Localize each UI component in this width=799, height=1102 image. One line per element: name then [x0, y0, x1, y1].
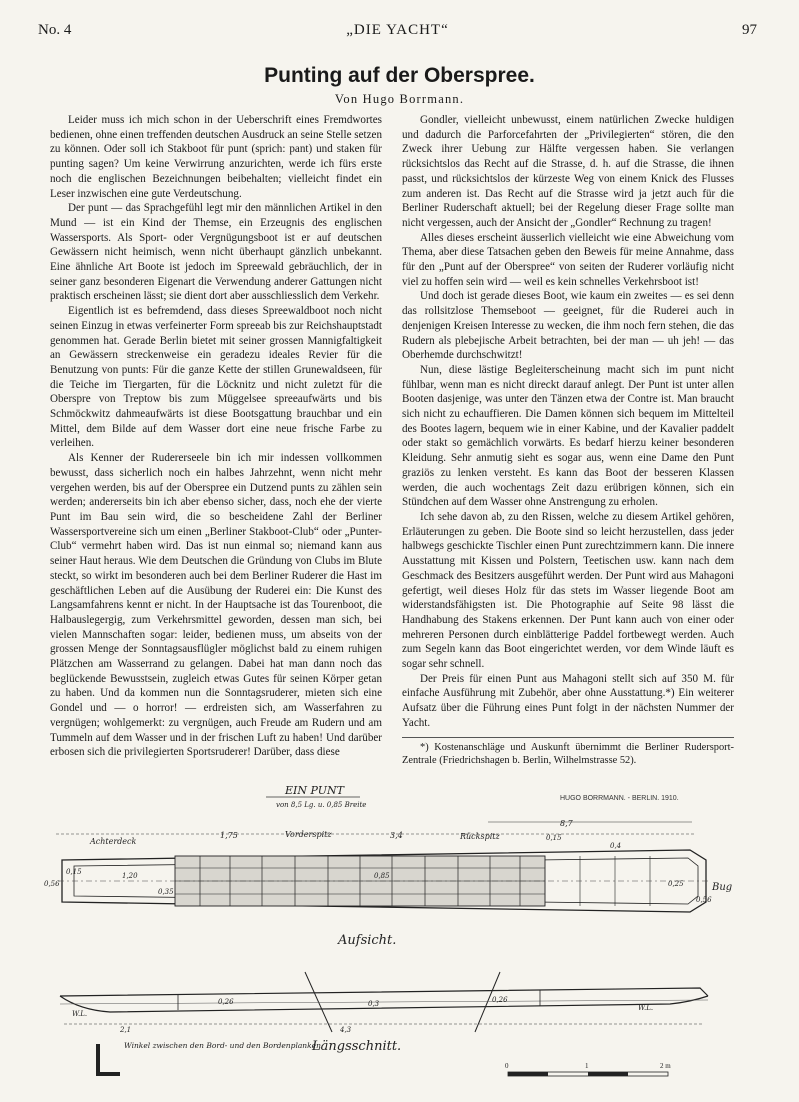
- dim-0-15a: 0,15: [66, 868, 82, 876]
- paragraph: Leider muss ich mich schon in der Ueberschrift eines Fremdwortes bedienen, ohne einen treffenden deutschen Ausdruck an seine Stelle setzen zu können. Oder soll ich Stakboot für punt (sprich: pant) und staken für punting sagen? Um keine Verwirrung anzurichten, werde ich fürs erste noch die englischen Bezeichnungen beibehalten; vielleicht findet ein Leser inzwischen eine gute Verdeutschung.: [50, 114, 382, 200]
- label-rueckspitz: Rückspitz: [460, 832, 500, 841]
- label-vorderspitz: Vorderspitz: [285, 830, 332, 839]
- dim-1-20: 1,20: [122, 872, 138, 880]
- page-header: [38, 22, 757, 44]
- label-aufsicht: Aufsicht.: [338, 933, 397, 948]
- dim-0-56a: 0,56: [44, 880, 60, 888]
- hull-gunwale: [60, 988, 708, 996]
- dim-4-3: 4,3: [340, 1026, 352, 1034]
- label-wl-right: W.L.: [638, 1004, 654, 1012]
- scale-segment: [588, 1072, 628, 1076]
- waterline: [60, 1000, 708, 1004]
- drawing-credit: HUGO BORRMANN. - BERLIN. 1910.: [560, 795, 679, 802]
- label-achterdeck: Achterdeck: [90, 837, 137, 846]
- article-byline: Von Hugo Borrmann.: [334, 92, 465, 106]
- paragraph: Als Kenner der Rudererseele bin ich mir indessen vollkommen bewusst, dass sicherlich noch ein halbes Jahrzehnt, wenn nicht mehr vergehen werden, bis auf der Oberspree ein Dutzend punts zu zählen sein werden; andererseits bin ich aber ebenso sicher, dass, noch ehe der vierte Punt im Bau sein wird, die so bescheidene Zahl der Berliner Wassersportvereine sich um einen „Berliner Stakboot-Club“ oder „Punter-Club“ vermehrt haben wird. Das ist nun einmal so; niemand kann aus seiner Haut heraus. Wie dem Deutschen die Gründung von Clubs im Blute steckt, so wirkt im besonderen auch bei dem Berliner Ruderer die Hast im geschäftlichen Leben auf die Ausübung der Ruderei ein: Die Kunst des Langsamfahrens kennt er nicht. In der Hauptsache ist das Tourenboot, die Halbauslegergig, zum Verkehrsmittel geworden, dessen man sich, bei vielen Mannschaften sogar: leider, bedienen muss, um abseits von der grossen Menge der Sonntagsausflügler möglichst bald zu einem ruhigen Plätzchen am Wasserrand zu gelangen. Dabei hat man dann noch das beglückende Bewusstsein, zugleich etwas Gutes für seinen Körper getan zu haben. Und da kommen nun die Sonntagsruderer, mieten sich eine Gondel und — o horror! — erdreisten sich, am Wasserfahren zu vergnügen; wohlgemerkt: zu vergnügen, auch Freude am Rudern und am Tummeln auf dem Wasser und in der frischen Luft zu haben! Und darüber erbosen sich die privilegierten Sportsruderer! Darüber, dass diese: [50, 452, 382, 759]
- journal-name: „DIE YACHT“: [346, 22, 449, 38]
- hull-bottom: [60, 996, 708, 1012]
- paragraph: Der punt — das Sprachgefühl legt mir den männlichen Artikel in den Mund — ist ein Kind der Themse, ein Erzeugnis des englischen Wassersports. Als Sport- oder Vergnügungsboot ist er auf deutschen Gewässern nicht heimisch, wenn nicht überhaupt gänzlich unbekannt. Eine ähnliche Art Boote ist jedoch im Spreewald gebräuchlich, der in seiner ganz besonderen Eigenart die Verwendung anderer Gattungen nicht praktisch erscheinen lässt; sie dient dort aber ausschliesslich dem Verkehr.: [50, 202, 382, 303]
- angle-detail: [98, 1041, 321, 1074]
- drawing-title: EIN PUNT: [285, 784, 344, 797]
- dim-total: 8,7: [560, 819, 573, 828]
- dim-0-85: 0,85: [374, 872, 390, 880]
- label-wl-left: W.L.: [72, 1010, 88, 1018]
- page-number: 97: [742, 22, 757, 38]
- scale-segment: [508, 1072, 548, 1076]
- dim-0-4: 0,4: [610, 842, 622, 850]
- paragraph: Und doch ist gerade dieses Boot, wie kaum ein zweites — es sei denn das rollsitzlose Themseboot — geeignet, für die Ruderei auch in denjenigen Kreisen Interesse zu wecken, die ihm noch fern stehen, die das Rudern als plebejische Arbeit betrachten, bei der man — uh jeh! — das Oberhemde durchschwitzt!: [402, 290, 734, 362]
- dim-0-26b: 0,26: [492, 996, 508, 1004]
- paragraph: Nun, diese lästige Begleiterscheinung macht sich im punt nicht fühlbar, wenn man es nicht direckt darauf anlegt. Der Punt ist unter allen Booten dasjenige, was unter den Tänzen etwa der Contre ist. Man braucht sich nicht zu echauffieren. Die Damen können sich bequem im Mittelteil des Bootes lagern, bequem wie in einer Kabine, und der Kavalier paddelt oder stakt so gemächlich vorwärts. Es bedarf hierzu keiner besonderen Kleidung. Sehr anmutig sieht es sogar aus, wenn eine Dame den Punt graziös zu lenken versteht. Es kann das Boot der besseren Klassen werden, die auch wochentags Zeit dazu erübrigen können, sich ein Stündchen auf dem Wasser ohne Anstrengung zu erholen.: [402, 363, 734, 509]
- drawing-svg: [40, 782, 764, 1092]
- dim-0-56b: 0,56: [696, 896, 712, 904]
- label-laengsschnitt: Längsschnitt.: [312, 1039, 402, 1054]
- article-title: Punting auf der Oberspree.: [264, 64, 535, 87]
- dim-0-25: 0,25: [668, 880, 684, 888]
- paragraph: Der Preis für einen Punt aus Mahagoni stellt sich auf 350 M. für einfache Ausführung mit Zubehör, aber ohne Ausstattung.*) Ein weiterer Aufsatz über die Führung eines Punt folgt in der nächsten Nummer der Yacht.: [402, 672, 734, 729]
- scale-start: 0: [505, 1062, 509, 1070]
- pole: [305, 972, 332, 1032]
- dim-0-26a: 0,26: [218, 998, 234, 1006]
- scale-mid: 1: [585, 1062, 589, 1070]
- scale-end: 2 m: [660, 1062, 671, 1070]
- dim-0-15b: 0,15: [546, 834, 562, 842]
- angle-glyph: [98, 1044, 120, 1074]
- paragraph: Gondler, vielleicht unbewusst, einem natürlichen Zwecke huldigen und dadurch die Parforcefahrten der „Privilegierten“ stören, die den Zweck ihrer Uebung zur Hälfte vergessen haben. Sie verlangen rücksichtslos das Recht auf die Strasse, d. h. auf die Strasse, die ihnen passt, und rücksichtslos der kürzeste Weg von einem Knick des Flusses zum anderen ist. Das Recht auf die Strasse wird ja jetzt auch für die Berliner Ruderschaft aktuell; bei der Regelung dieser Frage sollte man nicht vergessen, auch der Ansicht der „Gondler“ Rechnung zu tragen!: [402, 114, 734, 229]
- dim-0-35: 0,35: [158, 888, 174, 896]
- dim-2-1: 2,1: [120, 1026, 132, 1034]
- right-column: [402, 113, 734, 768]
- issue-number: No. 4: [38, 22, 72, 38]
- dim-1-75: 1,75: [220, 831, 238, 840]
- paragraph: Alles dieses erscheint äusserlich vielleicht wie eine Abweichung vom Thema, aber diese Tatsachen geben den Beweis für meine Annahme, dass für den „Punt auf der Oberspree“ von seiten der Ruderer vorläufig nicht viel zu hoffen sein wird — weil es kein schnelles Verkehrsboot ist!: [402, 231, 734, 288]
- plan-view: [44, 819, 732, 948]
- drawing-subtitle: von 8,5 Lg. u. 0,85 Breite: [276, 801, 367, 809]
- paragraph: Eigentlich ist es befremdend, dass dieses Spreewaldboot noch nicht seinen Einzug in etwas verfeinerter Form spreeab bis zur Reichshauptstadt genommen hat. Gerade Berlin bietet mit seiner grossen Mannigfaltigkeit an Gewässern streckenweise ein geradezu ideales Revier für die Benutzung von punts: Für die ganze Kette der stillen Grunewaldseen, für die Teiche im Tiergarten, für die Löcknitz und nicht zuletzt für die Oberspre von Treptow bis zum Müggelsee spreeaufwärts und bis Schmöckwitz dahmeaufwärts ist diese Bootsgattung brauchbar und ein Mittel, dem Bilde auf dem Wasser dort eine neue frische Farbe zu verleihen.: [50, 305, 382, 450]
- left-column: [50, 113, 382, 760]
- scale-bar: [505, 1062, 671, 1076]
- paragraph: Ich sehe davon ab, zu den Rissen, welche zu diesem Artikel gehören, Erläuterungen zu geben. Die Boote sind so leicht herzustellen, dass jeder halbwegs geschickte Tischler einen Punt zurechtzimmern kann. Die innere Ausstattung mit Kissen und Polstern, Teetischen usw. kann nach dem Geschmack des Besitzers ausgeführt werden. Der Punt wird aus Mahagoni gefertigt, weil dieses Holz für das stets im Wasser liegende Boot am widerstandsfähigsten ist. Die Photographie auf Seite 98 lässt die Handhabung des Stakens erkennen. Der Punt kann auch von einer oder mehreren Personen durch einblätterige Paddel fortbewegt werden. Auch zum Segeln kann das Boot eingerichtet werden, vor dem Winde läuft es sogar sehr schnell.: [402, 510, 734, 671]
- dim-0-3: 0,3: [368, 1000, 380, 1008]
- winkel-note: Winkel zwischen den Bord- und den Bordenplanken: [124, 1041, 321, 1050]
- label-bug: Bug: [712, 882, 733, 893]
- dim-3-4: 3,4: [390, 831, 403, 840]
- punt-technical-drawing: [40, 782, 764, 1092]
- footnote: *) Kostenanschläge und Auskunft übernimmt die Berliner Rudersport-Zentrale (Friedrichshagen b. Berlin, Wilhelmstrasse 52).: [402, 737, 734, 768]
